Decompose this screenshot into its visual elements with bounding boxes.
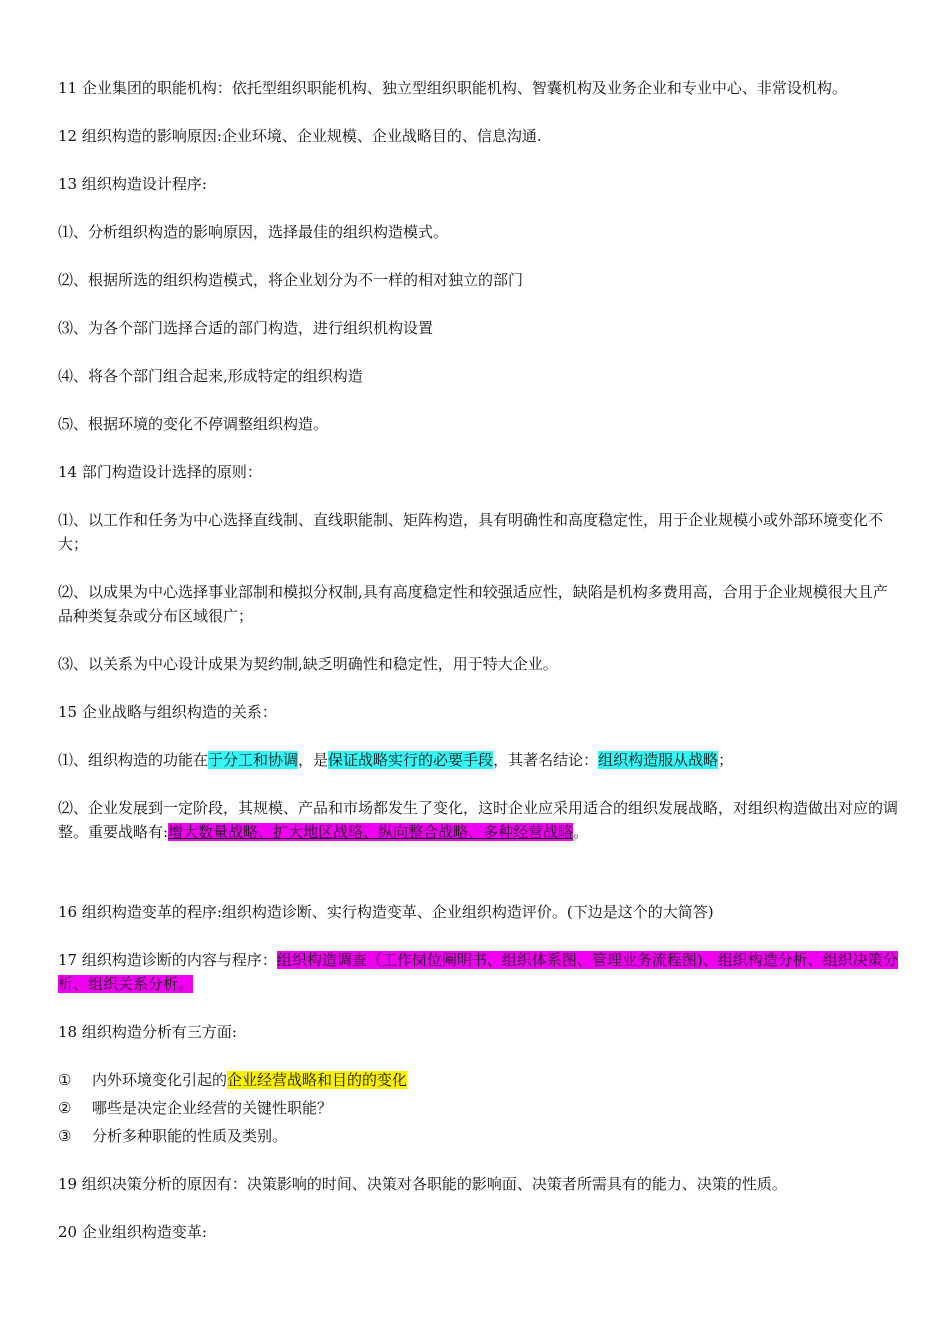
paragraph-14-item-1: ⑴、以工作和任务为中心选择直线制、直线职能制、矩阵构造，具有明确性和高度稳定性，用于企业规模小或外部环境变化不大； (58, 511, 884, 553)
paragraph-13: 13 组织构造设计程序: (58, 175, 207, 193)
text-segment: ，其著名结论： (493, 751, 599, 769)
text-segment: 哪些是决定企业经营的关键性职能？ (92, 1099, 333, 1117)
text-segment: ； (718, 751, 734, 769)
paragraph-14: 14 部门构造设计选择的原则： (58, 463, 262, 481)
paragraph-20: 20 企业组织构造变革: (58, 1223, 207, 1241)
text-segment: 。 (573, 823, 589, 841)
text-segment: ⑴、组织构造的功能在 (58, 751, 209, 769)
paragraph-14-item-3: ⑶、以关系为中心设计成果为契约制,缺乏明确性和稳定性，用于特大企业。 (58, 655, 558, 673)
highlight-magenta: 增大数量战略、扩大地区战略、纵向整合战略、多种经营战略 (168, 823, 574, 841)
highlight-cyan: 于分工和协调 (208, 751, 299, 769)
paragraph-14-item-2: ⑵、以成果为中心选择事业部制和模拟分权制,具有高度稳定性和较强适应性，缺陷是机构多费用高，合用于企业规模很大且产品种类复杂或分布区域很广； (58, 583, 888, 625)
highlight-magenta: 组织构造调查（工作岗位阐明书、组织体系图、管理业务流程图)、组织构造分析、组织决策分析、组织关系分析。 (58, 951, 898, 993)
paragraph-13-item-4: ⑷、将各个部门组合起来,形成特定的组织构造 (58, 367, 363, 385)
list-item-2 (58, 1096, 898, 1120)
text-segment: 分析多种职能的性质及类别。 (92, 1127, 288, 1145)
text-segment: 内外环境变化引起的 (92, 1071, 228, 1089)
list-item-3 (58, 1124, 898, 1148)
text-segment: ，是 (298, 751, 329, 769)
paragraph-11: 11 企业集团的职能机构：依托型组织职能机构、独立型组织职能机构、智囊机构及业务企业和专业中心、非常设机构。 (58, 79, 847, 97)
text-segment: 17 组织构造诊断的内容与程序： (58, 951, 277, 969)
paragraph-13-item-1: ⑴、分析组织构造的影响原因，选择最佳的组织构造模式。 (58, 223, 449, 241)
list-item-1 (58, 1068, 898, 1092)
text-segment: ⑵、企业发展到一定阶段，其规模、产品和市场都发生了变化，这时企业应采用适合的组织发展战略，对组织构造做出对应的调整。重要战略有: (58, 799, 899, 841)
paragraph-18: 18 组织构造分析有三方面: (58, 1023, 237, 1041)
circled-number: ② (58, 1099, 72, 1117)
paragraph-19: 19 组织决策分析的原因有：决策影响的时间、决策对各职能的影响面、决策者所需具有的能力、决策的性质。 (58, 1175, 787, 1193)
circled-number: ① (58, 1071, 72, 1089)
paragraph-15-item-2 (58, 796, 898, 844)
paragraph-13-item-2: ⑵、根据所选的组织构造模式，将企业划分为不一样的相对独立的部门 (58, 271, 524, 289)
paragraph-12: 12 组织构造的影响原因:企业环境、企业规模、企业战略目的、信息沟通. (58, 127, 542, 145)
circled-number: ③ (58, 1127, 72, 1145)
highlight-cyan: 保证战略实行的必要手段 (328, 751, 494, 769)
highlight-yellow: 企业经营战略和目的的变化 (227, 1071, 408, 1089)
paragraph-13-item-3: ⑶、为各个部门选择合适的部门构造，进行组织机构设置 (58, 319, 434, 337)
paragraph-15-item-1 (58, 748, 898, 772)
paragraph-15: 15 企业战略与组织构造的关系： (58, 703, 277, 721)
document-page (58, 76, 898, 1268)
paragraph-13-item-5: ⑸、根据环境的变化不停调整组织构造。 (58, 415, 329, 433)
paragraph-17 (58, 948, 898, 996)
paragraph-16: 16 组织构造变革的程序:组织构造诊断、实行构造变革、企业组织构造评价。(下边是这个的大简答) (58, 903, 714, 921)
highlight-cyan: 组织构造服从战略 (598, 751, 719, 769)
